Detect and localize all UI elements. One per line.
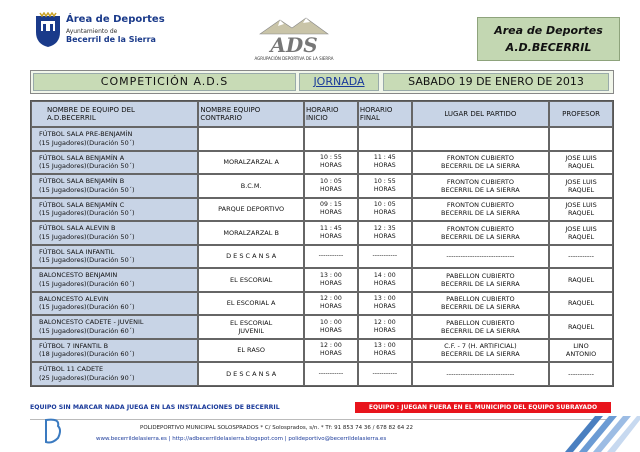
jornada-link[interactable]: JORNADA [299,73,379,91]
logo-subtitle: Ayuntamiento de [66,28,118,35]
cell-rival: EL ESCORIAL [198,268,304,292]
cell-place [412,127,549,151]
cell-rival [198,127,304,151]
cell-rival: B.C.M. [198,174,304,198]
cell-teacher: RAQUEL [549,315,613,339]
cell-start: 10 : 00 HORAS [304,315,358,339]
cell-team: FÚTBOL 11 CADETE (25 Jugadores)(Duración 90´) [31,362,198,386]
competition-band [30,70,614,94]
cell-start: 09 : 15 HORAS [304,198,358,222]
cell-team: FÚTBOL 7 INFANTIL B (18 Jugadores)(Duración 60´) [31,339,198,363]
mountain-logo-icon [250,14,338,56]
cell-end: ----------- [358,245,412,269]
cell-team: FÚTBOL SALA PRE-BENJAMÍN (15 Jugadores)(Duración 50´) [31,127,198,151]
cell-rival: MORALZARZAL A [198,151,304,175]
cell-place: PABELLON CUBIERTO BECERRIL DE LA SIERRA [412,315,549,339]
table-row [31,127,613,151]
cell-team: FÚTBOL SALA INFANTIL (15 Jugadores)(Duración 50´) [31,245,198,269]
cell-end: 10 : 05 HORAS [358,198,412,222]
cell-teacher: RAQUEL [549,268,613,292]
cell-teacher: RAQUEL [549,292,613,316]
cell-place: ----------------------------- [412,245,549,269]
col-header-rival: NOMBRE EQUIPO CONTRARIO [198,101,304,127]
cell-start: 11 : 45 HORAS [304,221,358,245]
table-row [31,315,613,339]
decorative-stripes-icon [555,416,640,452]
municipal-crest-icon [34,12,62,48]
logo-title: Área de Deportes [66,14,165,25]
cell-teacher: JOSE LUIS RAQUEL [549,198,613,222]
col-header-start: HORARIO INICIO [304,101,358,127]
col-header-end: HORARIO FINAL [358,101,412,127]
table-row [31,362,613,386]
cell-team: FÚTBOL SALA BENJAMÍN B (15 Jugadores)(Duración 50´) [31,174,198,198]
cell-teacher: JOSE LUIS RAQUEL [549,151,613,175]
cell-start: 12 : 00 HORAS [304,292,358,316]
cell-end [358,127,412,151]
cell-place: PABELLON CUBIERTO BECERRIL DE LA SIERRA [412,268,549,292]
cell-team: BALONCESTO CADETE - JUVENIL (15 Jugadores)(Duración 60´) [31,315,198,339]
cell-rival: PARQUE DEPORTIVO [198,198,304,222]
cell-end: 14 : 00 HORAS [358,268,412,292]
cell-team: FÚTBOL SALA BENJAMÍN A (15 Jugadores)(Duración 50´) [31,151,198,175]
col-header-team: NOMBRE DE EQUIPO DEL A.D.BECERRIL [31,101,198,127]
cell-end: 11 : 45 HORAS [358,151,412,175]
cell-teacher: LINO ANTONIO [549,339,613,363]
table-row [31,268,613,292]
table-row [31,221,613,245]
table-row [31,292,613,316]
cell-teacher [549,127,613,151]
cell-end: 12 : 35 HORAS [358,221,412,245]
cell-team: BALONCESTO ALEVIN (15 Jugadores)(Duración 60´) [31,292,198,316]
ads-mark: ADS [270,33,318,56]
cell-start: 13 : 00 HORAS [304,268,358,292]
cell-end: 13 : 00 HORAS [358,339,412,363]
logo-town: Becerril de la Sierra [66,35,156,44]
table-row [31,174,613,198]
area-deportes-logo [34,12,165,48]
cell-rival: EL ESCORIAL JUVENIL [198,315,304,339]
cell-rival: D E S C A N S A [198,362,304,386]
table-row [31,198,613,222]
cell-end: 12 : 00 HORAS [358,315,412,339]
note-away-games: EQUIPO : JUEGAN FUERA EN EL MUNICIPIO DEL EQUIPO SUBRAYADO [355,402,611,413]
cell-teacher: ----------- [549,245,613,269]
footer-links[interactable]: www.becerrildelasierra.es | http://adbecerrildelasierra.blogspot.com | polideportivo@becerrildelasierra.es [96,436,387,442]
title-line1: Area de Deportes [494,24,603,37]
cell-start: ----------- [304,245,358,269]
cell-rival: EL RASO [198,339,304,363]
cell-place: FRONTON CUBIERTO BECERRIL DE LA SIERRA [412,221,549,245]
cell-place: ----------------------------- [412,362,549,386]
schedule-table [30,100,614,387]
cell-place: C.F. - 7 (H. ARTIFICIAL) BECERRIL DE LA SIERRA [412,339,549,363]
cell-place: PABELLON CUBIERTO BECERRIL DE LA SIERRA [412,292,549,316]
col-header-place: LUGAR DEL PARTIDO [412,101,549,127]
table-row [31,151,613,175]
cell-team: BALONCESTO BENJAMIN (15 Jugadores)(Duración 60´) [31,268,198,292]
cell-rival: EL ESCORIAL A [198,292,304,316]
footer-divider [30,419,610,420]
cell-place: FRONTON CUBIERTO BECERRIL DE LA SIERRA [412,174,549,198]
note-home-games: EQUIPO SIN MARCAR NADA JUEGA EN LAS INSTALACIONES DE BECERRIL [30,404,280,411]
table-header-row [31,101,613,127]
cell-start: ----------- [304,362,358,386]
cell-place: FRONTON CUBIERTO BECERRIL DE LA SIERRA [412,198,549,222]
cell-rival: D E S C A N S A [198,245,304,269]
title-line2: A.D.BECERRIL [505,41,592,54]
cell-start: 12 : 00 HORAS [304,339,358,363]
cell-rival: MORALZARZAL B [198,221,304,245]
col-header-teacher: PROFESOR [549,101,613,127]
cell-team: FÚTBOL SALA ALEVIN B (15 Jugadores)(Duración 50´) [31,221,198,245]
cell-start: 10 : 05 HORAS [304,174,358,198]
cell-team: FÚTBOL SALA BENJAMÍN C (15 Jugadores)(Duración 50´) [31,198,198,222]
cell-start [304,127,358,151]
cell-teacher: JOSE LUIS RAQUEL [549,174,613,198]
cell-end: 10 : 55 HORAS [358,174,412,198]
cell-teacher: ----------- [549,362,613,386]
footer-logo-icon [44,418,62,444]
ads-logo [250,14,338,66]
cell-start: 10 : 55 HORAS [304,151,358,175]
cell-end: ----------- [358,362,412,386]
cell-place: FRONTON CUBIERTO BECERRIL DE LA SIERRA [412,151,549,175]
table-row [31,245,613,269]
cell-end: 13 : 00 HORAS [358,292,412,316]
table-row [31,339,613,363]
footer-address: POLIDEPORTIVO MUNICIPAL SOLOSPRADOS * C/ Solosprados, s/n. * Tf: 91 853 74 36 / 678 82 64 22 [140,425,413,431]
title-box [477,17,620,61]
match-date: SABADO 19 DE ENERO DE 2013 [383,73,609,91]
competition-title: COMPETICIÓN A.D.S [33,73,296,91]
ads-caption: AGRUPACIÓN DEPORTIVA DE LA SIERRA [254,56,334,61]
cell-teacher: JOSE LUIS RAQUEL [549,221,613,245]
